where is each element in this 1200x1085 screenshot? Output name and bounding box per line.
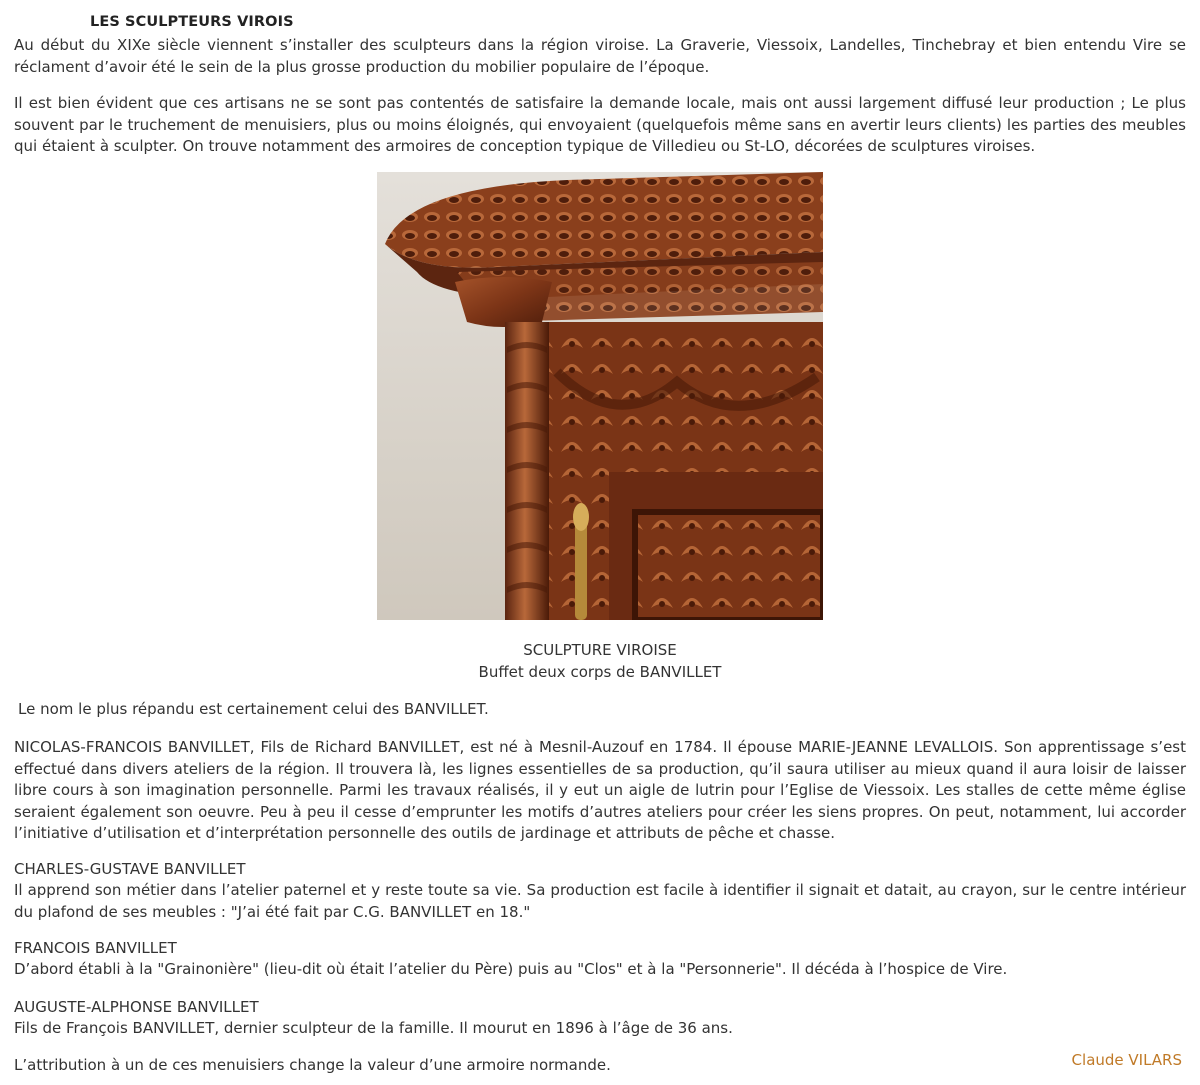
figure-caption-title: SCULPTURE VIROISE [523,641,677,659]
section-name-francois: FRANCOIS BANVILLET [14,939,177,957]
author-signature: Claude VILARS [1071,1051,1182,1069]
carved-column [505,322,549,620]
carved-buffet-photo [377,172,823,620]
banvillet-intro-paragraph: Le nom le plus répandu est certainement celui des BANVILLET. [18,700,489,718]
buffet-illustration [377,172,823,620]
door-panel [635,512,823,620]
column-capital [455,277,552,327]
nicolas-francois-paragraph: NICOLAS-FRANCOIS BANVILLET, Fils de Richard BANVILLET, est né à Mesnil-Auzouf en 1784. Il épouse MARIE-JEANNE LEVALLOIS. Son apprentissage s’est effectué dans divers ateliers de la région. Il trouvera là, les lignes essentielles de sa production, qu’il saura utiliser au mieux quand il aura loisir de laisser libre cours à son imagination personnelle. Parmi les travaux réalisés, il y eut un aigle de lutrin pour l’Eglise de Viessoix. Les stalles de cette même église seraient également son oeuvre. Peu à peu il cesse d’emprunter les motifs d’autres ateliers pour créer les siens propres. On peut, notamment, lui accorder l’initiative d’utilisation et d’interprétation personnelle des outils de jardinage et attributs de pêche et chasse. [14,738,1186,842]
figure-caption-subtitle: Buffet deux corps de BANVILLET [478,663,722,681]
section-text-charles-gustave: Il apprend son métier dans l’atelier paternel et y reste toute sa vie. Sa production est facile à identifier il signait et datait, au crayon, sur le centre intérieur du plafond de ses meubles : "J’ai été fait par C.G. BANVILLET en 18." [14,881,1186,921]
section-name-auguste-alphonse: AUGUSTE-ALPHONSE BANVILLET [14,998,259,1016]
section-text-francois: D’abord établi à la "Grainonière" (lieu-dit où était l’atelier du Père) puis au "Clos" et à la "Personnerie". Il décéda à l’hospice de Vire. [14,960,1008,978]
section-text-auguste-alphonse: Fils de François BANVILLET, dernier sculpteur de la famille. Il mourut en 1896 à l’âge de 36 ans. [14,1019,733,1037]
page-title: LES SCULPTEURS VIROIS [90,14,294,30]
diffusion-paragraph: Il est bien évident que ces artisans ne se sont pas contentés de satisfaire la demande locale, mais ont aussi largement diffusé leur production ; Le plus souvent par le truchement de menuisiers, plus ou moins éloignés, qui envoyaient (quelquefois même sans en avertir leurs clients) les parties des meubles qui étaient à sculpter. On trouve notamment des armoires de conception typique de Villedieu ou St-LO, décorées de sculptures viroises. [14,94,1186,155]
section-name-charles-gustave: CHARLES-GUSTAVE BANVILLET [14,860,246,878]
intro-paragraph: Au début du XIXe siècle viennent s’installer des sculpteurs dans la région viroise. La Graverie, Viessoix, Landelles, Tinchebray et bien entendu Vire se réclament d’avoir été le sein de la plus grosse production du mobilier populaire de l’époque. [14,36,1186,76]
closing-sentence: L’attribution à un de ces menuisiers change la valeur d’une armoire normande. [14,1056,611,1074]
